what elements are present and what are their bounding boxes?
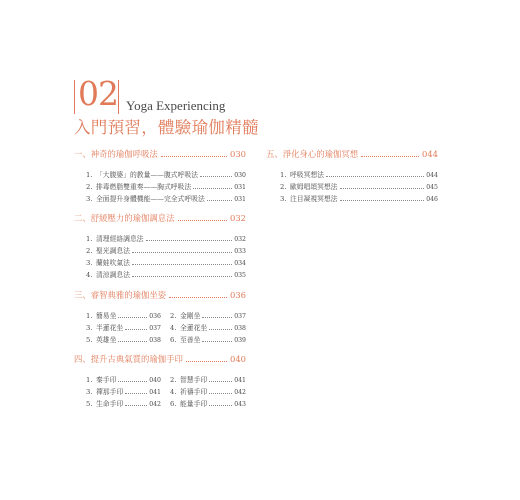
entry-title: 至善坐 [180,336,201,344]
entry-page: 031 [234,184,246,191]
entry-title: 秦手印 [96,376,117,384]
section-title: 五、淨化身心的瑜伽冥想 [266,149,359,159]
toc-entry[interactable] [86,269,246,281]
entry-title: 「大腹婆」的教量——腹式呼吸法 [96,171,198,179]
entry-title: 聖光調息法 [96,247,130,255]
entry-page: 042 [149,401,161,408]
entry-number: 1. [280,171,287,179]
entry-title: 清涼調息法 [96,271,130,279]
entry-number: 5. [86,336,93,344]
entry-page: 044 [426,172,438,179]
toc-section[interactable] [74,353,246,408]
chapter-number: 02 [78,74,118,113]
toc-section[interactable] [74,212,246,279]
entry-title: 半蓮花坐 [96,324,124,332]
entry-number: 3. [86,259,93,267]
dot-leader [132,263,232,265]
dot-leader [209,380,232,382]
dot-leader [118,340,147,342]
dot-leader [209,404,232,406]
section-page: 030 [230,149,246,159]
entry-title: 排毒燃脂雙重奏——胸式呼吸法 [96,183,192,191]
entry-number: 3. [86,324,93,332]
entry-number: 2. [280,183,287,191]
entry-title: 能量手印 [180,400,208,408]
toc-entry[interactable] [86,310,161,322]
entry-page: 037 [234,313,246,320]
entry-page: 043 [234,401,246,408]
entry-title: 簡易坐 [96,312,117,320]
entry-page: 041 [234,377,246,384]
toc-entry[interactable] [280,169,438,181]
toc-entry[interactable] [280,193,438,205]
dot-leader [209,392,232,394]
dot-leader [202,316,232,318]
entry-title: 禪那手印 [96,388,124,396]
toc-entry[interactable] [170,374,246,386]
chapter-english-title: Yoga Experiencing [126,98,226,113]
entry-title: 全蓮花坐 [180,324,208,332]
section-title-row[interactable] [74,148,246,160]
entry-page: 031 [234,196,246,203]
entry-number: 4. [170,388,177,396]
toc-entry[interactable] [170,398,246,410]
section-page: 036 [230,290,246,300]
entry-page: 030 [234,172,246,179]
toc-section[interactable] [74,289,246,344]
entry-page: 036 [149,313,161,320]
toc-entry[interactable] [86,257,246,269]
divider [118,80,119,114]
toc-entry[interactable] [86,386,161,398]
entry-title: 英雄坐 [96,336,117,344]
dot-leader [178,219,228,221]
entry-number: 3. [280,195,287,203]
entry-page: 041 [149,389,161,396]
dot-leader [146,239,233,241]
entry-page: 035 [234,272,246,279]
section-page: 040 [230,354,246,364]
entry-number: 5. [86,400,93,408]
entry-page: 038 [149,337,161,344]
toc-entry[interactable] [86,181,246,193]
section-title: 一、神奇的瑜伽呼吸法 [74,149,158,159]
dot-leader [125,404,147,406]
entry-number: 2. [170,312,177,320]
dot-leader [125,328,147,330]
dot-leader [125,392,147,394]
entry-title: 祈禱手印 [180,388,208,396]
entry-title: 清理經絡調息法 [96,235,144,243]
dot-leader [132,251,232,253]
toc-entry[interactable] [86,322,161,334]
dot-leader [361,155,419,157]
entry-title: 歐姆唱頌冥想法 [290,183,338,191]
entry-page: 038 [234,325,246,332]
toc-entry[interactable] [280,181,438,193]
entry-title: 全面提升身體機能——完全式呼吸法 [96,195,205,203]
dot-leader [118,380,147,382]
entry-number: 2. [86,183,93,191]
dot-leader [169,296,227,298]
divider [74,80,75,114]
entry-title: 注目凝視冥想法 [290,195,338,203]
toc-entry[interactable] [86,169,246,181]
dot-leader [186,360,227,362]
entry-number: 2. [86,247,93,255]
section-title-row[interactable] [74,212,246,224]
entry-page: 039 [234,337,246,344]
entry-title: 金剛坐 [180,312,201,320]
entry-number: 6. [170,400,177,408]
section-title-row[interactable] [74,353,246,365]
entry-title: 呼吸冥想法 [290,171,324,179]
entry-number: 3. [86,195,93,203]
section-title: 三、睿智典雅的瑜伽坐姿 [74,290,167,300]
entry-number: 1. [86,235,93,243]
dot-leader [209,328,232,330]
entry-number: 1. [86,376,93,384]
entry-page: 045 [426,184,438,191]
chapter-header [74,72,334,137]
toc-section[interactable] [266,148,438,203]
entry-title: 蘭蛙吹氣法 [96,259,130,267]
section-title-row[interactable] [266,148,438,160]
chapter-title: 入門預習，體驗瑜伽精髓 [74,118,259,137]
dot-leader [326,175,424,177]
entry-page: 042 [234,389,246,396]
dot-leader [202,340,232,342]
entry-page: 034 [234,260,246,267]
toc-entry[interactable] [170,386,246,398]
entry-number: 4. [86,271,93,279]
entry-title: 智慧手印 [180,376,208,384]
entry-page: 037 [149,325,161,332]
entry-number: 1. [86,312,93,320]
section-title-row[interactable] [74,289,246,301]
section-title: 二、舒緩壓力的瑜伽調息法 [74,213,175,223]
dot-leader [118,316,147,318]
entry-page: 040 [149,377,161,384]
dot-leader [132,275,232,277]
entry-page: 046 [426,196,438,203]
dot-leader [161,155,227,157]
entry-number: 6. [170,336,177,344]
entry-number: 3. [86,388,93,396]
toc-entry[interactable] [86,374,161,386]
toc-entry[interactable] [170,334,246,346]
dot-leader [207,199,232,201]
toc-entry[interactable] [86,193,246,205]
entry-page: 032 [234,236,246,243]
dot-leader [340,187,425,189]
entry-number: 4. [170,324,177,332]
toc-entry[interactable] [86,334,161,346]
section-page: 044 [422,149,438,159]
dot-leader [193,187,232,189]
section-title: 四、提升古典氣質的瑜伽手印 [74,354,183,364]
toc-entry[interactable] [86,245,246,257]
entry-number: 1. [86,171,93,179]
toc-entry[interactable] [170,310,246,322]
dot-leader [340,199,425,201]
toc-section[interactable] [74,148,246,203]
section-page: 032 [230,213,246,223]
entry-page: 033 [234,248,246,255]
toc-entry[interactable] [170,322,246,334]
entry-number: 2. [170,376,177,384]
toc-entry[interactable] [86,233,246,245]
toc-entry[interactable] [86,398,161,410]
dot-leader [200,175,232,177]
entry-title: 生命手印 [96,400,124,408]
